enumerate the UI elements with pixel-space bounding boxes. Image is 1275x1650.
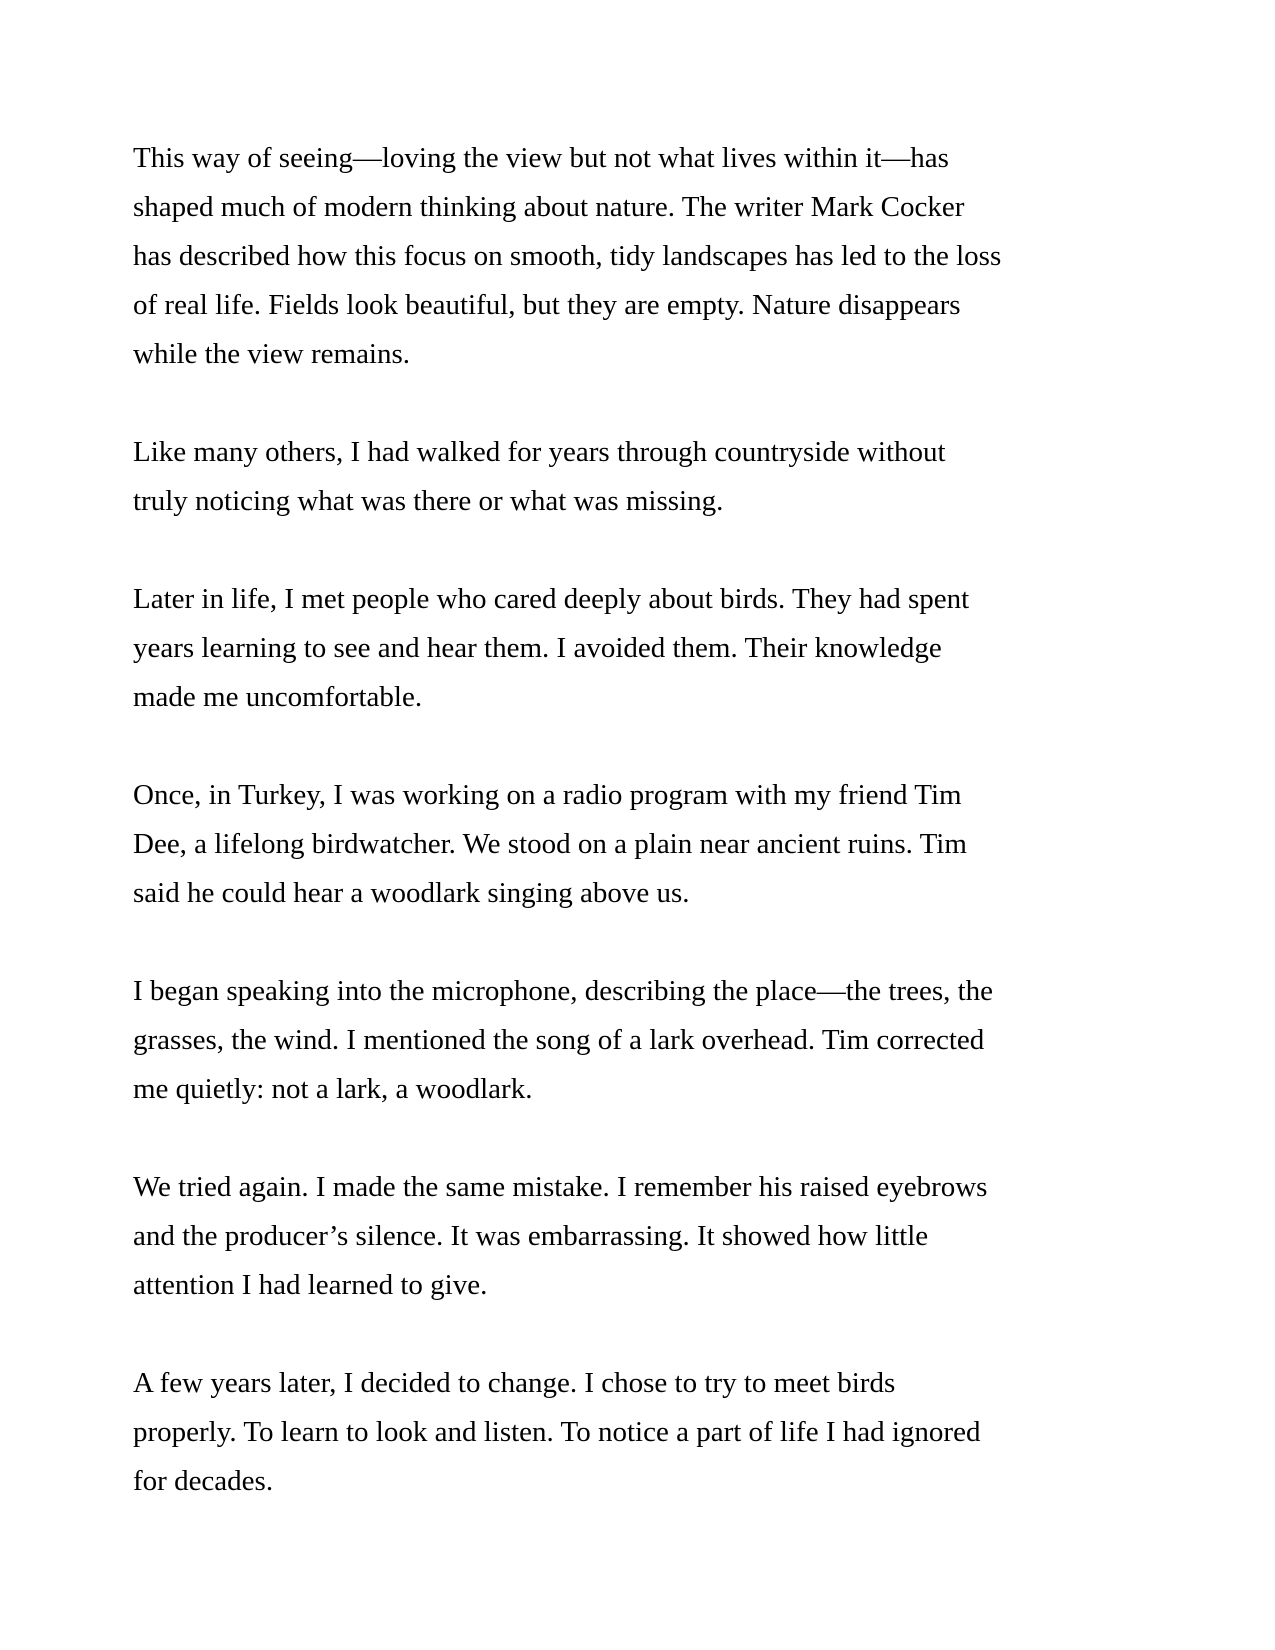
text-line: Once, in Turkey, I was working on a radio program with my friend Tim xyxy=(133,779,962,811)
text-line: This way of seeing—loving the view but not what lives within it—has xyxy=(133,142,949,174)
text-line: said he could hear a woodlark singing above us. xyxy=(133,877,690,909)
text-line: grasses, the wind. I mentioned the song of a lark overhead. Tim corrected xyxy=(133,1024,985,1056)
paragraph xyxy=(133,771,1118,918)
paragraph xyxy=(133,575,1118,722)
text-line: years learning to see and hear them. I avoided them. Their knowledge xyxy=(133,632,942,664)
text-line: We tried again. I made the same mistake. I remember his raised eyebrows xyxy=(133,1171,988,1203)
text-line: properly. To learn to look and listen. To notice a part of life I had ignored xyxy=(133,1416,981,1448)
text-line: A few years later, I decided to change. I chose to try to meet birds xyxy=(133,1367,896,1399)
text-line: of real life. Fields look beautiful, but they are empty. Nature disappears xyxy=(133,289,961,321)
paragraph xyxy=(133,134,1118,379)
paragraph xyxy=(133,1359,1118,1506)
text-line: shaped much of modern thinking about nature. The writer Mark Cocker xyxy=(133,191,965,223)
paragraph xyxy=(133,428,1118,526)
text-line: Like many others, I had walked for years through countryside without xyxy=(133,436,946,468)
text-line: and the producer’s silence. It was embarrassing. It showed how little xyxy=(133,1220,929,1252)
text-line: while the view remains. xyxy=(133,338,411,370)
text-line: for decades. xyxy=(133,1465,274,1497)
text-line: attention I had learned to give. xyxy=(133,1269,488,1301)
text-line: truly noticing what was there or what was missing. xyxy=(133,485,724,517)
document-body xyxy=(133,134,1118,1555)
text-line: Later in life, I met people who cared deeply about birds. They had spent xyxy=(133,583,970,615)
text-line: made me uncomfortable. xyxy=(133,681,423,713)
text-line: me quietly: not a lark, a woodlark. xyxy=(133,1073,533,1105)
text-line: I began speaking into the microphone, describing the place—the trees, the xyxy=(133,975,994,1007)
text-line: Dee, a lifelong birdwatcher. We stood on a plain near ancient ruins. Tim xyxy=(133,828,967,860)
text-line: has described how this focus on smooth, tidy landscapes has led to the loss xyxy=(133,240,1002,272)
paragraph xyxy=(133,1163,1118,1310)
paragraph xyxy=(133,967,1118,1114)
